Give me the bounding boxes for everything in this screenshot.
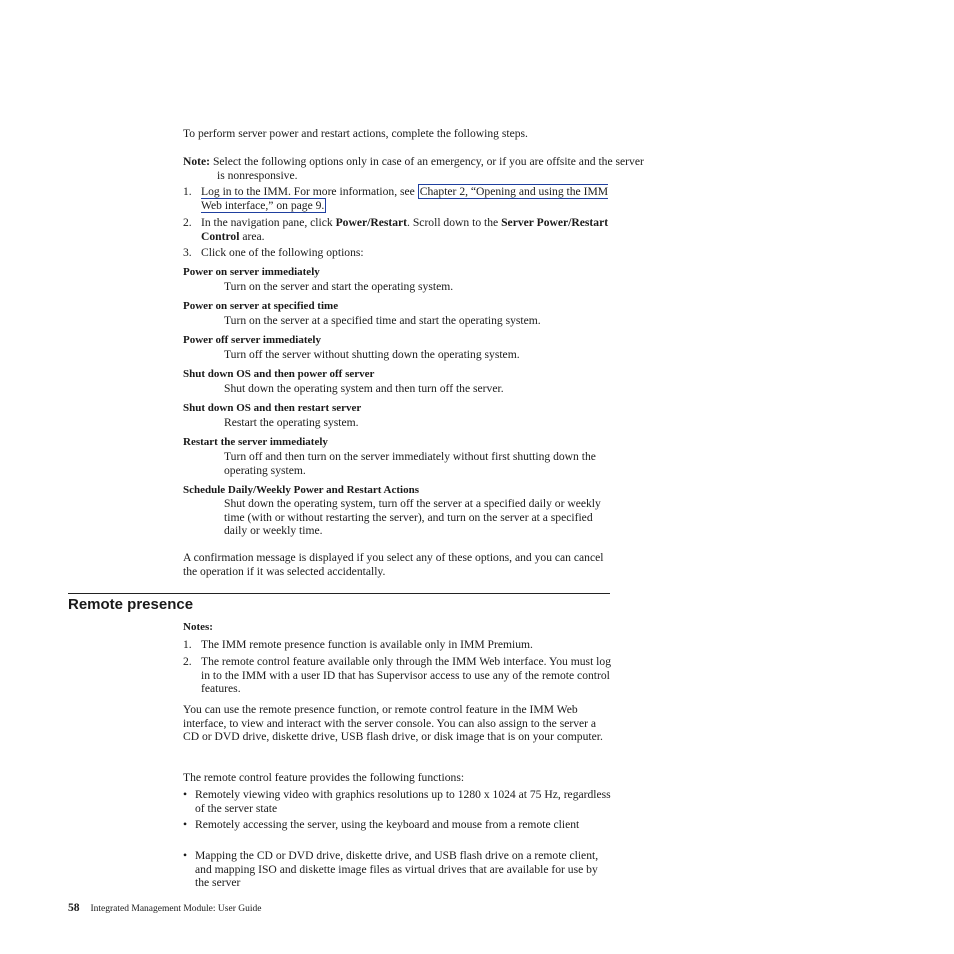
step-1-text: Log in to the IMM. For more information, see	[201, 185, 415, 198]
page-footer	[68, 901, 261, 917]
page-number: 58	[68, 901, 80, 914]
option-description: Turn off the server without shutting down the operating system.	[224, 348, 520, 361]
functions-intro: The remote control feature provides the following functions:	[183, 771, 465, 784]
note-text: Select the following options only in case of an emergency, or if you are offsite and the server is nonresponsive.	[212, 155, 644, 182]
step-2-text-b: . Scroll down to the	[407, 216, 499, 229]
confirmation-text: A confirmation message is displayed if you select any of these options, and you can cancel the operation if it was selected accidentally.	[183, 551, 604, 578]
option-term: Restart the server immediately	[183, 436, 328, 448]
bullet-marker: •	[183, 849, 188, 862]
note-item-text: The remote control feature available only through the IMM Web interface. You must log in to the IMM with a user ID that has Supervisor access to use any of the remote control features.	[201, 655, 611, 696]
server-power-restart-control-term: Server Power/Restart Control	[201, 216, 609, 243]
option-term: Power off server immediately	[183, 334, 321, 346]
option-term: Schedule Daily/Weekly Power and Restart Actions	[183, 484, 419, 496]
option-description: Shut down the operating system, turn off the server at a specified daily or weekly time (with or without restarting the server), and turn on the server at a specified daily or weekly time.	[224, 497, 601, 538]
step-text	[201, 216, 611, 243]
note-label: Note:	[183, 155, 211, 168]
step-text: Click one of the following options:	[201, 246, 364, 259]
remote-presence-paragraph: You can use the remote presence function, or remote control feature in the IMM Web interface, to view and interact with the server console. You can also assign to the server a CD or DVD drive, diskette drive, USB flash drive, or disk image that is on your computer.	[183, 703, 603, 744]
section-title: Remote presence	[68, 596, 194, 613]
option-term: Power on server at specified time	[183, 300, 339, 312]
option-term: Power on server immediately	[183, 266, 320, 278]
step-2-text-c: area.	[242, 229, 265, 243]
bullet-text: Remotely accessing the server, using the keyboard and mouse from a remote client	[195, 818, 580, 831]
bullet-text: Mapping the CD or DVD drive, diskette drive, and USB flash drive on a remote client, and mapping ISO and diskette image files as virtual drives that are available for use by the server	[195, 849, 599, 890]
bullet-text: Remotely viewing video with graphics resolutions up to 1280 x 1024 at 75 Hz, regardless of the server state	[195, 788, 611, 815]
intro-text: To perform server power and restart actions, complete the following steps.	[183, 127, 528, 140]
option-description: Turn off and then turn on the server immediately without first shutting down the operating system.	[224, 450, 596, 477]
note-item-text: The IMM remote presence function is available only in IMM Premium.	[201, 638, 533, 651]
chapter-2-link[interactable]: Chapter 2, “Opening and using the IMM Web interface,” on page 9.	[201, 185, 609, 212]
option-description: Turn on the server at a specified time and start the operating system.	[224, 314, 541, 327]
power-restart-term: Power/Restart	[335, 216, 408, 229]
step-2-text-a: In the navigation pane, click	[201, 216, 333, 229]
bullet-marker: •	[183, 818, 188, 831]
note-number: 2.	[183, 655, 192, 668]
step-number: 3.	[183, 246, 192, 259]
option-term: Shut down OS and then restart server	[183, 402, 362, 414]
step-number: 2.	[183, 216, 192, 229]
option-description: Restart the operating system.	[224, 416, 359, 429]
option-description: Turn on the server and start the operating system.	[224, 280, 454, 293]
step-number: 1.	[183, 185, 192, 198]
option-description: Shut down the operating system and then turn off the server.	[224, 382, 504, 395]
option-term: Shut down OS and then power off server	[183, 368, 375, 380]
step-text	[201, 185, 611, 212]
notes-label: Notes:	[183, 621, 213, 633]
note	[183, 155, 645, 182]
note-number: 1.	[183, 638, 192, 651]
document-title: Integrated Management Module: User Guide	[90, 904, 262, 914]
bullet-marker: •	[183, 788, 188, 801]
section-divider	[68, 593, 610, 594]
